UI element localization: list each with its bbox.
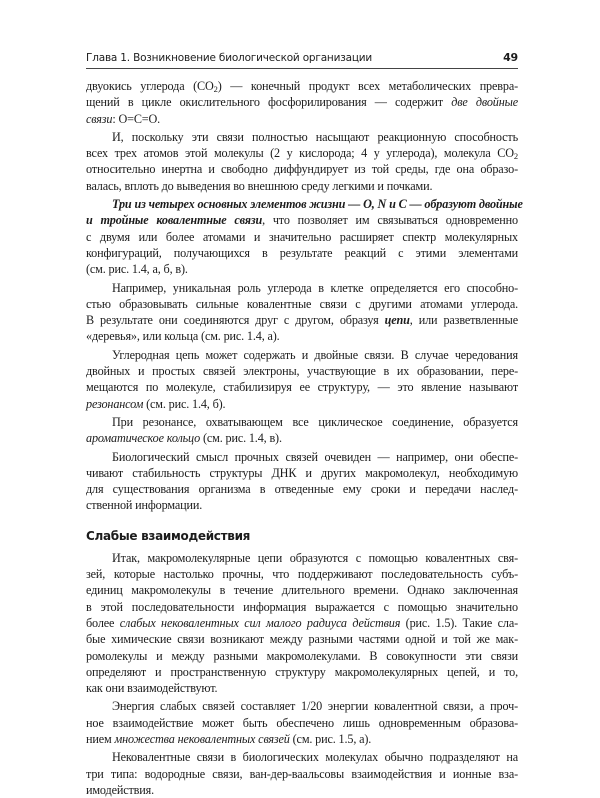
paragraph-10: Нековалентные связи в биологических молекулах обычно подразделяют на три типа: водородные связи, ван-дер-ваальсовы взаимодействия и ионные вза- имодействия. xyxy=(86,750,518,797)
paragraph-6: При резонансе, охватывающем все циклическое соединение, образуется ароматическое кольцо (см. рис. 1.4, в). xyxy=(86,414,518,446)
paragraph-3: Три из четырех основных элементов жизни — O, N и C — образуют двойные и тройные ковалентные связи, что позволяет им связываться одновременно с двумя или более атомами и значительно расширяет спектр молекулярных конфигураций, получающихся в результате реакций с этими элементами (см. рис. 1.4, а, б, в). xyxy=(86,197,523,277)
paragraph-9: Энергия слабых связей составляет 1/20 энергии ковалентной связи, а проч- ное взаимодействие может быть обеспечено лишь одновременным образова- нием множества нековалентных связей (см. рис. 1.5, а). xyxy=(86,699,518,746)
header-rule xyxy=(86,68,518,69)
running-header xyxy=(86,52,518,69)
paragraph-7: Биологический смысл прочных связей очевиден — например, они обеспе- чивают стабильность структуры ДНК и других макромолекул, необходимую для существования организма в отведенные ему сроки и передачи наслед- ственной информации. xyxy=(86,449,518,513)
paragraph-5: Углеродная цепь может содержать и двойные связи. В случае чередования двойных и простых связей электроны, участвующие в их образовании, пере- мещаются по молекуле, стабилизируя ее структуру, — это явление называют резонансом (см. рис. 1.4, б). xyxy=(86,347,518,411)
paragraph-2: И, поскольку эти связи полностью насыщают реакционную способность всех трех атомов этой молекулы (2 у кислорода; 4 у углерода), молекула $CO_2$ относительно инертна и свободно диффундирует из той среды, где она образо- валась, вплоть до выведения во внешнюю среду легкими и почками. xyxy=(86,129,518,193)
body-text xyxy=(86,78,523,798)
paragraph-8: Итак, макромолекулярные цепи образуются с помощью ковалентных свя- зей, которые настолько прочны, что поддерживают последовательность субъ- единиц макромолекулы в течение длительного времени. Однако заключенная в этой последовательности информация выражается с помощью значительно более слабых нековалентных сил малого радиуса действия (рис. 1.5). Такие сла- бые химические связи возникают между разными частями одной и той же мак- ромолекулы и между разными макромолекулами. В совокупности эти связи определяют и пространственную структуру макромолекулярных цепей, и то, как они взаимодействуют. xyxy=(86,550,518,696)
section-heading: Слабые взаимодействия xyxy=(86,528,251,543)
page-number: 49 xyxy=(503,51,518,64)
paragraph-1: двуокись углерода $(CO_2)$ — конечный продукт всех метаболических превра- щений в цикле окислительного фосфорилирования — содержит две двойные связи: O=C=O. xyxy=(86,79,518,126)
paragraph-4: Например, уникальная роль углерода в клетке определяется его способно- стью образовывать сильные ковалентные связи с другими атомами углерода. В результате они соединяются друг с другом, образуя цепи, или разветвленные «деревья», или кольца (см. рис. 1.4, а). xyxy=(86,280,518,344)
chapter-title: Глава 1. Возникновение биологической организации xyxy=(86,52,373,64)
